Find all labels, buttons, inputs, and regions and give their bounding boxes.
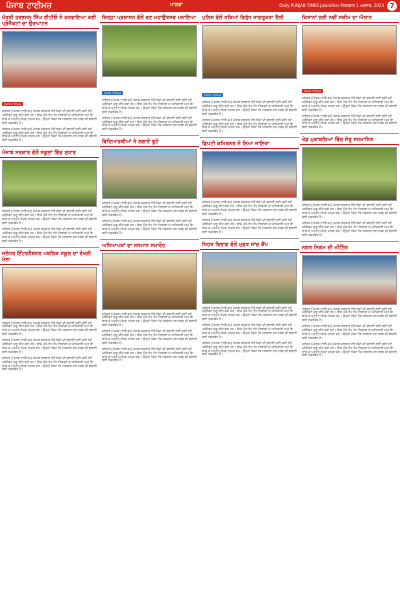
column-4 xyxy=(300,14,399,610)
article-text: ਜਲੰਧਰ (ਪੰਜਾਬ ਟਾਈਮਜ਼) ਪੰਜਾਬ ਸਰਕਾਰ ਵੱਲੋਂ ਲੋਕਾਂ ਦੀ ਭਲਾਈ ਲਈ ਕਈ ਨਵੇਂ ਪ੍ਰੋਜੈਕਟ ਸ਼ੁਰੂ ਕੀਤੇ ਗਏ ਹਨ। ਇਸ ਮੌਕੇ ਵੱਖ ਵੱਖ ਵਿਭਾਗਾਂ ਦੇ ਅਧਿਕਾਰੀ ਅਤੇ ਇਲਾਕੇ ਦੇ ਪਤਵੰਤੇ ਸੱਜਣ ਹਾਜ਼ਰ ਸਨ। ਉਨ੍ਹਾਂ ਕਿਹਾ ਕਿ ਸਰਕਾਰ ਹਰ ਵਰਗ ਦੀ ਭਲਾਈ ਲਈ ਵਚਨਬੱਧ ਹੈ। xyxy=(102,201,197,217)
article-text: ਜਲੰਧਰ (ਪੰਜਾਬ ਟਾਈਮਜ਼) ਪੰਜਾਬ ਸਰਕਾਰ ਵੱਲੋਂ ਲੋਕਾਂ ਦੀ ਭਲਾਈ ਲਈ ਕਈ ਨਵੇਂ ਪ੍ਰੋਜੈਕਟ ਸ਼ੁਰੂ ਕੀਤੇ ਗਏ ਹਨ। ਇਸ ਮੌਕੇ ਵੱਖ ਵੱਖ ਵਿਭਾਗਾਂ ਦੇ ਅਧਿਕਾਰੀ ਅਤੇ ਇਲਾਕੇ ਦੇ ਪਤਵੰਤੇ ਸੱਜਣ ਹਾਜ਼ਰ ਸਨ। ਉਨ੍ਹਾਂ ਕਿਹਾ ਕਿ ਸਰਕਾਰ ਹਰ ਵਰਗ ਦੀ ਭਲਾਈ ਲਈ ਵਚਨਬੱਧ ਹੈ। xyxy=(2,226,97,243)
article-text: ਜਲੰਧਰ (ਪੰਜਾਬ ਟਾਈਮਜ਼) ਪੰਜਾਬ ਸਰਕਾਰ ਵੱਲੋਂ ਲੋਕਾਂ ਦੀ ਭਲਾਈ ਲਈ ਕਈ ਨਵੇਂ ਪ੍ਰੋਜੈਕਟ ਸ਼ੁਰੂ ਕੀਤੇ ਗਏ ਹਨ। ਇਸ ਮੌਕੇ ਵੱਖ ਵੱਖ ਵਿਭਾਗਾਂ ਦੇ ਅਧਿਕਾਰੀ ਅਤੇ ਇਲਾਕੇ ਦੇ ਪਤਵੰਤੇ ਸੱਜਣ ਹਾਜ਼ਰ ਸਨ। ਉਨ੍ਹਾਂ ਕਿਹਾ ਕਿ ਸਰਕਾਰ ਹਰ ਵਰਗ ਦੀ ਭਲਾਈ ਲਈ ਵਚਨਬੱਧ ਹੈ। xyxy=(102,346,197,363)
headline: ਅਧਿਆਪਕਾਂ ਦਾ ਸਨਮਾਨ ਸਮਾਰੋਹ xyxy=(100,242,199,251)
headline: ਜਲੰਧਰ ਇੰਟਰਨੈਸ਼ਨਲ ਪਬਲਿਕ ਸਕੂਲ ਦਾ ਰੱਖੜੀ ਮੇਲਾ xyxy=(0,250,99,265)
news-photo xyxy=(102,25,197,77)
news-photo xyxy=(302,255,397,305)
headline: ਸਿਹਤ ਵਿਭਾਗ ਵੱਲੋਂ ਮੁਫ਼ਤ ਜਾਂਚ ਕੈਂਪ xyxy=(200,241,299,250)
news-photo xyxy=(102,149,197,199)
headline: ਪੁਲਿਸ ਵੱਲੋਂ ਨਸ਼ਿਆਂ ਵਿਰੁੱਧ ਜਾਗਰੂਕਤਾ ਰੈਲੀ xyxy=(200,14,299,23)
masthead xyxy=(0,0,400,12)
byline-tag: ਪੰਜਾਬ ਟਾਈਮਜ਼ xyxy=(204,93,222,97)
news-photo xyxy=(2,31,97,88)
article-text: ਜਲੰਧਰ (ਪੰਜਾਬ ਟਾਈਮਜ਼) ਪੰਜਾਬ ਸਰਕਾਰ ਵੱਲੋਂ ਲੋਕਾਂ ਦੀ ਭਲਾਈ ਲਈ ਕਈ ਨਵੇਂ ਪ੍ਰੋਜੈਕਟ ਸ਼ੁਰੂ ਕੀਤੇ ਗਏ ਹਨ। ਇਸ ਮੌਕੇ ਵੱਖ ਵੱਖ ਵਿਭਾਗਾਂ ਦੇ ਅਧਿਕਾਰੀ ਅਤੇ ਇਲਾਕੇ ਦੇ ਪਤਵੰਤੇ ਸੱਜਣ ਹਾਜ਼ਰ ਸਨ। ਉਨ੍ਹਾਂ ਕਿਹਾ ਕਿ ਸਰਕਾਰ ਹਰ ਵਰਗ ਦੀ ਭਲਾਈ ਲਈ ਵਚਨਬੱਧ ਹੈ। xyxy=(202,217,297,234)
article-text: ਜਲੰਧਰ (ਪੰਜਾਬ ਟਾਈਮਜ਼) ਪੰਜਾਬ ਸਰਕਾਰ ਵੱਲੋਂ ਲੋਕਾਂ ਦੀ ਭਲਾਈ ਲਈ ਕਈ ਨਵੇਂ ਪ੍ਰੋਜੈਕਟ ਸ਼ੁਰੂ ਕੀਤੇ ਗਏ ਹਨ। ਇਸ ਮੌਕੇ ਵੱਖ ਵੱਖ ਵਿਭਾਗਾਂ ਦੇ ਅਧਿਕਾਰੀ ਅਤੇ ਇਲਾਕੇ ਦੇ ਪਤਵੰਤੇ ਸੱਜਣ ਹਾਜ਼ਰ ਸਨ। ਉਨ੍ਹਾਂ ਕਿਹਾ ਕਿ ਸਰਕਾਰ ਹਰ ਵਰਗ ਦੀ ਭਲਾਈ ਲਈ ਵਚਨਬੱਧ ਹੈ। xyxy=(302,220,397,237)
masthead-section: ਮਾਲਵਾ xyxy=(170,2,183,8)
article-text: ਜਲੰਧਰ (ਪੰਜਾਬ ਟਾਈਮਜ਼) ਪੰਜਾਬ ਸਰਕਾਰ ਵੱਲੋਂ ਲੋਕਾਂ ਦੀ ਭਲਾਈ ਲਈ ਕਈ ਨਵੇਂ ਪ੍ਰੋਜੈਕਟ ਸ਼ੁਰੂ ਕੀਤੇ ਗਏ ਹਨ। ਇਸ ਮੌਕੇ ਵੱਖ ਵੱਖ ਵਿਭਾਗਾਂ ਦੇ ਅਧਿਕਾਰੀ ਅਤੇ ਇਲਾਕੇ ਦੇ ਪਤਵੰਤੇ ਸੱਜਣ ਹਾਜ਼ਰ ਸਨ। ਉਨ੍ਹਾਂ ਕਿਹਾ ਕਿ ਸਰਕਾਰ ਹਰ ਵਰਗ ਦੀ ਭਲਾਈ ਲਈ ਵਚਨਬੱਧ ਹੈ। xyxy=(102,218,197,235)
article-text: ਜਲੰਧਰ (ਪੰਜਾਬ ਟਾਈਮਜ਼) ਪੰਜਾਬ ਸਰਕਾਰ ਵੱਲੋਂ ਲੋਕਾਂ ਦੀ ਭਲਾਈ ਲਈ ਕਈ ਨਵੇਂ ਪ੍ਰੋਜੈਕਟ ਸ਼ੁਰੂ ਕੀਤੇ ਗਏ ਹਨ। ਇਸ ਮੌਕੇ ਵੱਖ ਵੱਖ ਵਿਭਾਗਾਂ ਦੇ ਅਧਿਕਾਰੀ ਅਤੇ ਇਲਾਕੇ ਦੇ ਪਤਵੰਤੇ ਸੱਜਣ ਹਾਜ਼ਰ ਸਨ। ਉਨ੍ਹਾਂ ਕਿਹਾ ਕਿ ਸਰਕਾਰ ਹਰ ਵਰਗ ਦੀ ਭਲਾਈ ਲਈ ਵਚਨਬੱਧ ਹੈ। xyxy=(302,96,397,112)
headline: ਨਗਰ ਨਿਗਮ ਦੀ ਮੀਟਿੰਗ xyxy=(300,244,399,253)
column-3 xyxy=(200,14,299,610)
article-text: ਜਲੰਧਰ (ਪੰਜਾਬ ਟਾਈਮਜ਼) ਪੰਜਾਬ ਸਰਕਾਰ ਵੱਲੋਂ ਲੋਕਾਂ ਦੀ ਭਲਾਈ ਲਈ ਕਈ ਨਵੇਂ ਪ੍ਰੋਜੈਕਟ ਸ਼ੁਰੂ ਕੀਤੇ ਗਏ ਹਨ। ਇਸ ਮੌਕੇ ਵੱਖ ਵੱਖ ਵਿਭਾਗਾਂ ਦੇ ਅਧਿਕਾਰੀ ਅਤੇ ਇਲਾਕੇ ਦੇ ਪਤਵੰਤੇ ਸੱਜਣ ਹਾਜ਼ਰ ਸਨ। ਉਨ੍ਹਾਂ ਕਿਹਾ ਕਿ ਸਰਕਾਰ ਹਰ ਵਰਗ ਦੀ ਭਲਾਈ ਲਈ ਵਚਨਬੱਧ ਹੈ। xyxy=(302,113,397,130)
article-text: ਜਲੰਧਰ (ਪੰਜਾਬ ਟਾਈਮਜ਼) ਪੰਜਾਬ ਸਰਕਾਰ ਵੱਲੋਂ ਲੋਕਾਂ ਦੀ ਭਲਾਈ ਲਈ ਕਈ ਨਵੇਂ ਪ੍ਰੋਜੈਕਟ ਸ਼ੁਰੂ ਕੀਤੇ ਗਏ ਹਨ। ਇਸ ਮੌਕੇ ਵੱਖ ਵੱਖ ਵਿਭਾਗਾਂ ਦੇ ਅਧਿਕਾਰੀ ਅਤੇ ਇਲਾਕੇ ਦੇ ਪਤਵੰਤੇ ਸੱਜਣ ਹਾਜ਼ਰ ਸਨ। ਉਨ੍ਹਾਂ ਕਿਹਾ ਕਿ ਸਰਕਾਰ ਹਰ ਵਰਗ ਦੀ ਭਲਾਈ ਲਈ ਵਚਨਬੱਧ ਹੈ। xyxy=(202,340,297,357)
news-photo xyxy=(102,253,197,310)
news-photo xyxy=(202,252,297,304)
article-text: ਜਲੰਧਰ (ਪੰਜਾਬ ਟਾਈਮਜ਼) ਪੰਜਾਬ ਸਰਕਾਰ ਵੱਲੋਂ ਲੋਕਾਂ ਦੀ ਭਲਾਈ ਲਈ ਕਈ ਨਵੇਂ ਪ੍ਰੋਜੈਕਟ ਸ਼ੁਰੂ ਕੀਤੇ ਗਏ ਹਨ। ਇਸ ਮੌਕੇ ਵੱਖ ਵੱਖ ਵਿਭਾਗਾਂ ਦੇ ਅਧਿਕਾਰੀ ਅਤੇ ਇਲਾਕੇ ਦੇ ਪਤਵੰਤੇ ਸੱਜਣ ਹਾਜ਼ਰ ਸਨ। ਉਨ੍ਹਾਂ ਕਿਹਾ ਕਿ ਸਰਕਾਰ ਹਰ ਵਰਗ ਦੀ ਭਲਾਈ ਲਈ ਵਚਨਬੱਧ ਹੈ। xyxy=(102,115,197,132)
byline-tag: ਪੰਜਾਬ ਟਾਈਮਜ਼ xyxy=(304,89,322,93)
column-2 xyxy=(100,14,199,610)
news-photo xyxy=(202,151,297,198)
column-1 xyxy=(0,14,99,610)
news-photo xyxy=(2,267,97,319)
headline: ਵਿਦਿਆਰਥੀਆਂ ਨੇ ਲਗਾਏ ਬੂਟੇ xyxy=(100,138,199,147)
article-text: ਜਲੰਧਰ (ਪੰਜਾਬ ਟਾਈਮਜ਼) ਪੰਜਾਬ ਸਰਕਾਰ ਵੱਲੋਂ ਲੋਕਾਂ ਦੀ ਭਲਾਈ ਲਈ ਕਈ ਨਵੇਂ ਪ੍ਰੋਜੈਕਟ ਸ਼ੁਰੂ ਕੀਤੇ ਗਏ ਹਨ। ਇਸ ਮੌਕੇ ਵੱਖ ਵੱਖ ਵਿਭਾਗਾਂ ਦੇ ਅਧਿਕਾਰੀ ਅਤੇ ਇਲਾਕੇ ਦੇ ਪਤਵੰਤੇ ਸੱਜਣ ਹਾਜ਼ਰ ਸਨ। ਉਨ੍ਹਾਂ ਕਿਹਾ ਕਿ ਸਰਕਾਰ ਹਰ ਵਰਗ ਦੀ ਭਲਾਈ ਲਈ ਵਚਨਬੱਧ ਹੈ। xyxy=(302,203,397,219)
article-text: ਜਲੰਧਰ (ਪੰਜਾਬ ਟਾਈਮਜ਼) ਪੰਜਾਬ ਸਰਕਾਰ ਵੱਲੋਂ ਲੋਕਾਂ ਦੀ ਭਲਾਈ ਲਈ ਕਈ ਨਵੇਂ ਪ੍ਰੋਜੈਕਟ ਸ਼ੁਰੂ ਕੀਤੇ ਗਏ ਹਨ। ਇਸ ਮੌਕੇ ਵੱਖ ਵੱਖ ਵਿਭਾਗਾਂ ਦੇ ਅਧਿਕਾਰੀ ਅਤੇ ਇਲਾਕੇ ਦੇ ਪਤਵੰਤੇ ਸੱਜਣ ਹਾਜ਼ਰ ਸਨ। ਉਨ੍ਹਾਂ ਕਿਹਾ ਕਿ ਸਰਕਾਰ ਹਰ ਵਰਗ ਦੀ ਭਲਾਈ ਲਈ ਵਚਨਬੱਧ ਹੈ। xyxy=(102,329,197,345)
headline: ਖੇਡ ਮੁਕਾਬਲਿਆਂ ਵਿੱਚ ਜੇਤੂ ਸਨਮਾਨਿਤ xyxy=(300,136,399,145)
article-text: ਜਲੰਧਰ (ਪੰਜਾਬ ਟਾਈਮਜ਼) ਪੰਜਾਬ ਸਰਕਾਰ ਵੱਲੋਂ ਲੋਕਾਂ ਦੀ ਭਲਾਈ ਲਈ ਕਈ ਨਵੇਂ ਪ੍ਰੋਜੈਕਟ ਸ਼ੁਰੂ ਕੀਤੇ ਗਏ ਹਨ। ਇਸ ਮੌਕੇ ਵੱਖ ਵੱਖ ਵਿਭਾਗਾਂ ਦੇ ਅਧਿਕਾਰੀ ਅਤੇ ਇਲਾਕੇ ਦੇ ਪਤਵੰਤੇ ਸੱਜਣ ਹਾਜ਼ਰ ਸਨ। ਉਨ੍ਹਾਂ ਕਿਹਾ ਕਿ ਸਰਕਾਰ ਹਰ ਵਰਗ ਦੀ ਭਲਾਈ ਲਈ ਵਚਨਬੱਧ ਹੈ। xyxy=(202,200,297,216)
headline: ਡਿਪਟੀ ਕਮਿਸ਼ਨਰ ਨੇ ਲਿਆ ਜਾਇਜ਼ਾ xyxy=(200,140,299,149)
article-text: ਜਲੰਧਰ (ਪੰਜਾਬ ਟਾਈਮਜ਼) ਪੰਜਾਬ ਸਰਕਾਰ ਵੱਲੋਂ ਲੋਕਾਂ ਦੀ ਭਲਾਈ ਲਈ ਕਈ ਨਵੇਂ ਪ੍ਰੋਜੈਕਟ ਸ਼ੁਰੂ ਕੀਤੇ ਗਏ ਹਨ। ਇਸ ਮੌਕੇ ਵੱਖ ਵੱਖ ਵਿਭਾਗਾਂ ਦੇ ਅਧਿਕਾਰੀ ਅਤੇ ਇਲਾਕੇ ਦੇ ਪਤਵੰਤੇ ਸੱਜਣ ਹਾਜ਼ਰ ਸਨ। ਉਨ੍ਹਾਂ ਕਿਹਾ ਕਿ ਸਰਕਾਰ ਹਰ ਵਰਗ ਦੀ ਭਲਾਈ ਲਈ ਵਚਨਬੱਧ ਹੈ। xyxy=(302,306,397,323)
article-text: ਜਲੰਧਰ (ਪੰਜਾਬ ਟਾਈਮਜ਼) ਪੰਜਾਬ ਸਰਕਾਰ ਵੱਲੋਂ ਲੋਕਾਂ ਦੀ ਭਲਾਈ ਲਈ ਕਈ ਨਵੇਂ ਪ੍ਰੋਜੈਕਟ ਸ਼ੁਰੂ ਕੀਤੇ ਗਏ ਹਨ। ਇਸ ਮੌਕੇ ਵੱਖ ਵੱਖ ਵਿਭਾਗਾਂ ਦੇ ਅਧਿਕਾਰੀ ਅਤੇ ਇਲਾਕੇ ਦੇ ਪਤਵੰਤੇ ਸੱਜਣ ਹਾਜ਼ਰ ਸਨ। ਉਨ੍ਹਾਂ ਕਿਹਾ ਕਿ ਸਰਕਾਰ ਹਰ ਵਰਗ ਦੀ ਭਲਾਈ ਲਈ ਵਚਨਬੱਧ ਹੈ। xyxy=(202,117,297,134)
article-text: ਜਲੰਧਰ (ਪੰਜਾਬ ਟਾਈਮਜ਼) ਪੰਜਾਬ ਸਰਕਾਰ ਵੱਲੋਂ ਲੋਕਾਂ ਦੀ ਭਲਾਈ ਲਈ ਕਈ ਨਵੇਂ ਪ੍ਰੋਜੈਕਟ ਸ਼ੁਰੂ ਕੀਤੇ ਗਏ ਹਨ। ਇਸ ਮੌਕੇ ਵੱਖ ਵੱਖ ਵਿਭਾਗਾਂ ਦੇ ਅਧਿਕਾਰੀ ਅਤੇ ਇਲਾਕੇ ਦੇ ਪਤਵੰਤੇ ਸੱਜਣ ਹਾਜ਼ਰ ਸਨ। ਉਨ੍ਹਾਂ ਕਿਹਾ ਕਿ ਸਰਕਾਰ ਹਰ ਵਰਗ ਦੀ ਭਲਾਈ ਲਈ ਵਚਨਬੱਧ ਹੈ। xyxy=(302,341,397,358)
masthead-date: Daily PUNJAB TIMES Jalandhar ਮੰਗਲਵਾਰ 1 ਅਗਸਤ, 2023 xyxy=(279,3,384,8)
news-photo xyxy=(202,25,297,79)
article-text: ਜਲੰਧਰ (ਪੰਜਾਬ ਟਾਈਮਜ਼) ਪੰਜਾਬ ਸਰਕਾਰ ਵੱਲੋਂ ਲੋਕਾਂ ਦੀ ਭਲਾਈ ਲਈ ਕਈ ਨਵੇਂ ਪ੍ਰੋਜੈਕਟ ਸ਼ੁਰੂ ਕੀਤੇ ਗਏ ਹਨ। ਇਸ ਮੌਕੇ ਵੱਖ ਵੱਖ ਵਿਭਾਗਾਂ ਦੇ ਅਧਿਕਾਰੀ ਅਤੇ ਇਲਾਕੇ ਦੇ ਪਤਵੰਤੇ ਸੱਜਣ ਹਾਜ਼ਰ ਸਨ। ਉਨ੍ਹਾਂ ਕਿਹਾ ਕਿ ਸਰਕਾਰ ਹਰ ਵਰਗ ਦੀ ਭਲਾਈ ਲਈ ਵਚਨਬੱਧ ਹੈ। xyxy=(202,100,297,116)
headline: ਮੰਤਰੀ ਹਰਭਜਨ ਸਿੰਘ ਈਟੀਓ ਨੇ ਕਰਵਾਇਆ ਕਈ ਪ੍ਰੋਜੈਕਟਾਂ ਦਾ ਉਦਘਾਟਨ xyxy=(0,14,99,29)
article-text: ਜਲੰਧਰ (ਪੰਜਾਬ ਟਾਈਮਜ਼) ਪੰਜਾਬ ਸਰਕਾਰ ਵੱਲੋਂ ਲੋਕਾਂ ਦੀ ਭਲਾਈ ਲਈ ਕਈ ਨਵੇਂ ਪ੍ਰੋਜੈਕਟ ਸ਼ੁਰੂ ਕੀਤੇ ਗਏ ਹਨ। ਇਸ ਮੌਕੇ ਵੱਖ ਵੱਖ ਵਿਭਾਗਾਂ ਦੇ ਅਧਿਕਾਰੀ ਅਤੇ ਇਲਾਕੇ ਦੇ ਪਤਵੰਤੇ ਸੱਜਣ ਹਾਜ਼ਰ ਸਨ। ਉਨ੍ਹਾਂ ਕਿਹਾ ਕਿ ਸਰਕਾਰ ਹਰ ਵਰਗ ਦੀ ਭਲਾਈ ਲਈ ਵਚਨਬੱਧ ਹੈ। xyxy=(302,324,397,340)
news-photo xyxy=(302,25,397,75)
headline: ਕਿਸਾਨਾਂ ਲਈ ਨਵੀਂ ਸਕੀਮ ਦਾ ਐਲਾਨ xyxy=(300,14,399,23)
article-text: ਜਲੰਧਰ (ਪੰਜਾਬ ਟਾਈਮਜ਼) ਪੰਜਾਬ ਸਰਕਾਰ ਵੱਲੋਂ ਲੋਕਾਂ ਦੀ ਭਲਾਈ ਲਈ ਕਈ ਨਵੇਂ ਪ੍ਰੋਜੈਕਟ ਸ਼ੁਰੂ ਕੀਤੇ ਗਏ ਹਨ। ਇਸ ਮੌਕੇ ਵੱਖ ਵੱਖ ਵਿਭਾਗਾਂ ਦੇ ਅਧਿਕਾਰੀ ਅਤੇ ਇਲਾਕੇ ਦੇ ਪਤਵੰਤੇ ਸੱਜਣ ਹਾਜ਼ਰ ਸਨ। ਉਨ੍ਹਾਂ ਕਿਹਾ ਕਿ ਸਰਕਾਰ ਹਰ ਵਰਗ ਦੀ ਭਲਾਈ ਲਈ ਵਚਨਬੱਧ ਹੈ। xyxy=(202,323,297,339)
masthead-title: ਪੰਜਾਬ ਟਾਈਮਜ਼ xyxy=(6,1,52,10)
byline-tag: ਪੰਜਾਬ ਟਾਈਮਜ਼ xyxy=(4,102,22,106)
article-text: ਜਲੰਧਰ (ਪੰਜਾਬ ਟਾਈਮਜ਼) ਪੰਜਾਬ ਸਰਕਾਰ ਵੱਲੋਂ ਲੋਕਾਂ ਦੀ ਭਲਾਈ ਲਈ ਕਈ ਨਵੇਂ ਪ੍ਰੋਜੈਕਟ ਸ਼ੁਰੂ ਕੀਤੇ ਗਏ ਹਨ। ਇਸ ਮੌਕੇ ਵੱਖ ਵੱਖ ਵਿਭਾਗਾਂ ਦੇ ਅਧਿਕਾਰੀ ਅਤੇ ਇਲਾਕੇ ਦੇ ਪਤਵੰਤੇ ਸੱਜਣ ਹਾਜ਼ਰ ਸਨ। ਉਨ੍ਹਾਂ ਕਿਹਾ ਕਿ ਸਰਕਾਰ ਹਰ ਵਰਗ ਦੀ ਭਲਾਈ ਲਈ ਵਚਨਬੱਧ ਹੈ। xyxy=(102,98,197,114)
article-text: ਜਲੰਧਰ (ਪੰਜਾਬ ਟਾਈਮਜ਼) ਪੰਜਾਬ ਸਰਕਾਰ ਵੱਲੋਂ ਲੋਕਾਂ ਦੀ ਭਲਾਈ ਲਈ ਕਈ ਨਵੇਂ ਪ੍ਰੋਜੈਕਟ ਸ਼ੁਰੂ ਕੀਤੇ ਗਏ ਹਨ। ਇਸ ਮੌਕੇ ਵੱਖ ਵੱਖ ਵਿਭਾਗਾਂ ਦੇ ਅਧਿਕਾਰੀ ਅਤੇ ਇਲਾਕੇ ਦੇ ਪਤਵੰਤੇ ਸੱਜਣ ਹਾਜ਼ਰ ਸਨ। ਉਨ੍ਹਾਂ ਕਿਹਾ ਕਿ ਸਰਕਾਰ ਹਰ ਵਰਗ ਦੀ ਭਲਾਈ ਲਈ ਵਚਨਬੱਧ ਹੈ। xyxy=(2,126,97,143)
page-number: 7 xyxy=(387,1,397,11)
byline-tag: ਪੰਜਾਬ ਟਾਈਮਜ਼ xyxy=(104,91,122,95)
article-text: ਜਲੰਧਰ (ਪੰਜਾਬ ਟਾਈਮਜ਼) ਪੰਜਾਬ ਸਰਕਾਰ ਵੱਲੋਂ ਲੋਕਾਂ ਦੀ ਭਲਾਈ ਲਈ ਕਈ ਨਵੇਂ ਪ੍ਰੋਜੈਕਟ ਸ਼ੁਰੂ ਕੀਤੇ ਗਏ ਹਨ। ਇਸ ਮੌਕੇ ਵੱਖ ਵੱਖ ਵਿਭਾਗਾਂ ਦੇ ਅਧਿਕਾਰੀ ਅਤੇ ਇਲਾਕੇ ਦੇ ਪਤਵੰਤੇ ਸੱਜਣ ਹਾਜ਼ਰ ਸਨ। ਉਨ੍ਹਾਂ ਕਿਹਾ ਕਿ ਸਰਕਾਰ ਹਰ ਵਰਗ ਦੀ ਭਲਾਈ ਲਈ ਵਚਨਬੱਧ ਹੈ। xyxy=(2,355,97,372)
article-text: ਜਲੰਧਰ (ਪੰਜਾਬ ਟਾਈਮਜ਼) ਪੰਜਾਬ ਸਰਕਾਰ ਵੱਲੋਂ ਲੋਕਾਂ ਦੀ ਭਲਾਈ ਲਈ ਕਈ ਨਵੇਂ ਪ੍ਰੋਜੈਕਟ ਸ਼ੁਰੂ ਕੀਤੇ ਗਏ ਹਨ। ਇਸ ਮੌਕੇ ਵੱਖ ਵੱਖ ਵਿਭਾਗਾਂ ਦੇ ਅਧਿਕਾਰੀ ਅਤੇ ਇਲਾਕੇ ਦੇ ਪਤਵੰਤੇ ਸੱਜਣ ਹਾਜ਼ਰ ਸਨ। ਉਨ੍ਹਾਂ ਕਿਹਾ ਕਿ ਸਰਕਾਰ ਹਰ ਵਰਗ ਦੀ ਭਲਾਈ ਲਈ ਵਚਨਬੱਧ ਹੈ। xyxy=(2,338,97,354)
article-text: ਜਲੰਧਰ (ਪੰਜਾਬ ਟਾਈਮਜ਼) ਪੰਜਾਬ ਸਰਕਾਰ ਵੱਲੋਂ ਲੋਕਾਂ ਦੀ ਭਲਾਈ ਲਈ ਕਈ ਨਵੇਂ ਪ੍ਰੋਜੈਕਟ ਸ਼ੁਰੂ ਕੀਤੇ ਗਏ ਹਨ। ਇਸ ਮੌਕੇ ਵੱਖ ਵੱਖ ਵਿਭਾਗਾਂ ਦੇ ਅਧਿਕਾਰੀ ਅਤੇ ਇਲਾਕੇ ਦੇ ਪਤਵੰਤੇ ਸੱਜਣ ਹਾਜ਼ਰ ਸਨ। ਉਨ੍ਹਾਂ ਕਿਹਾ ਕਿ ਸਰਕਾਰ ਹਰ ਵਰਗ ਦੀ ਭਲਾਈ ਲਈ ਵਚਨਬੱਧ ਹੈ। xyxy=(202,305,297,322)
article-text: ਜਲੰਧਰ (ਪੰਜਾਬ ਟਾਈਮਜ਼) ਪੰਜਾਬ ਸਰਕਾਰ ਵੱਲੋਂ ਲੋਕਾਂ ਦੀ ਭਲਾਈ ਲਈ ਕਈ ਨਵੇਂ ਪ੍ਰੋਜੈਕਟ ਸ਼ੁਰੂ ਕੀਤੇ ਗਏ ਹਨ। ਇਸ ਮੌਕੇ ਵੱਖ ਵੱਖ ਵਿਭਾਗਾਂ ਦੇ ਅਧਿਕਾਰੀ ਅਤੇ ਇਲਾਕੇ ਦੇ ਪਤਵੰਤੇ ਸੱਜਣ ਹਾਜ਼ਰ ਸਨ। ਉਨ੍ਹਾਂ ਕਿਹਾ ਕਿ ਸਰਕਾਰ ਹਰ ਵਰਗ ਦੀ ਭਲਾਈ ਲਈ ਵਚਨਬੱਧ ਹੈ। xyxy=(2,109,97,125)
article-text: ਜਲੰਧਰ (ਪੰਜਾਬ ਟਾਈਮਜ਼) ਪੰਜਾਬ ਸਰਕਾਰ ਵੱਲੋਂ ਲੋਕਾਂ ਦੀ ਭਲਾਈ ਲਈ ਕਈ ਨਵੇਂ ਪ੍ਰੋਜੈਕਟ ਸ਼ੁਰੂ ਕੀਤੇ ਗਏ ਹਨ। ਇਸ ਮੌਕੇ ਵੱਖ ਵੱਖ ਵਿਭਾਗਾਂ ਦੇ ਅਧਿਕਾਰੀ ਅਤੇ ਇਲਾਕੇ ਦੇ ਪਤਵੰਤੇ ਸੱਜਣ ਹਾਜ਼ਰ ਸਨ। ਉਨ੍ਹਾਂ ਕਿਹਾ ਕਿ ਸਰਕਾਰ ਹਰ ਵਰਗ ਦੀ ਭਲਾਈ ਲਈ ਵਚਨਬੱਧ ਹੈ। xyxy=(2,320,97,337)
news-photo xyxy=(302,147,397,201)
article-text: ਜਲੰਧਰ (ਪੰਜਾਬ ਟਾਈਮਜ਼) ਪੰਜਾਬ ਸਰਕਾਰ ਵੱਲੋਂ ਲੋਕਾਂ ਦੀ ਭਲਾਈ ਲਈ ਕਈ ਨਵੇਂ ਪ੍ਰੋਜੈਕਟ ਸ਼ੁਰੂ ਕੀਤੇ ਗਏ ਹਨ। ਇਸ ਮੌਕੇ ਵੱਖ ਵੱਖ ਵਿਭਾਗਾਂ ਦੇ ਅਧਿਕਾਰੀ ਅਤੇ ਇਲਾਕੇ ਦੇ ਪਤਵੰਤੇ ਸੱਜਣ ਹਾਜ਼ਰ ਸਨ। ਉਨ੍ਹਾਂ ਕਿਹਾ ਕਿ ਸਰਕਾਰ ਹਰ ਵਰਗ ਦੀ ਭਲਾਈ ਲਈ ਵਚਨਬੱਧ ਹੈ। xyxy=(2,209,97,225)
news-photo xyxy=(2,160,97,207)
article-text: ਜਲੰਧਰ (ਪੰਜਾਬ ਟਾਈਮਜ਼) ਪੰਜਾਬ ਸਰਕਾਰ ਵੱਲੋਂ ਲੋਕਾਂ ਦੀ ਭਲਾਈ ਲਈ ਕਈ ਨਵੇਂ ਪ੍ਰੋਜੈਕਟ ਸ਼ੁਰੂ ਕੀਤੇ ਗਏ ਹਨ। ਇਸ ਮੌਕੇ ਵੱਖ ਵੱਖ ਵਿਭਾਗਾਂ ਦੇ ਅਧਿਕਾਰੀ ਅਤੇ ਇਲਾਕੇ ਦੇ ਪਤਵੰਤੇ ਸੱਜਣ ਹਾਜ਼ਰ ਸਨ। ਉਨ੍ਹਾਂ ਕਿਹਾ ਕਿ ਸਰਕਾਰ ਹਰ ਵਰਗ ਦੀ ਭਲਾਈ ਲਈ ਵਚਨਬੱਧ ਹੈ। xyxy=(102,311,197,328)
headline: ਪੰਜਾਬ ਸਰਕਾਰ ਵੱਲੋਂ ਸਕੂਲਾਂ ਵਿੱਚ ਸੁਧਾਰ xyxy=(0,149,99,158)
headline: ਜ਼ਿਲ੍ਹਾ ਪ੍ਰਸ਼ਾਸਨ ਵੱਲੋਂ ਵਣ ਮਹਾਉਤਸਵ ਮਨਾਇਆ xyxy=(100,14,199,23)
